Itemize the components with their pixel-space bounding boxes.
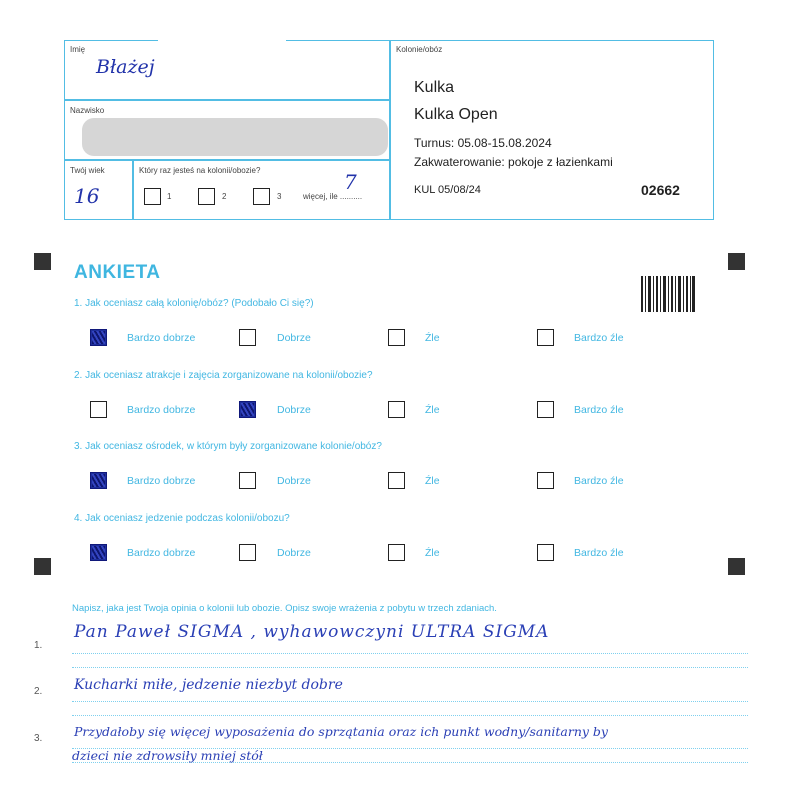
- q3-checkbox-3[interactable]: [388, 472, 405, 489]
- camp-name: Kulka: [414, 79, 455, 96]
- form-number: 02662: [641, 182, 680, 198]
- question-3-text: 3. Jak oceniasz ośrodek, w którym były zorganizowane kolonie/obóz?: [74, 441, 382, 452]
- registration-marker: [34, 558, 51, 575]
- q4-checkbox-3[interactable]: [388, 544, 405, 561]
- checkbox-raz-1[interactable]: [144, 188, 161, 205]
- survey-title: ANKIETA: [74, 262, 161, 283]
- kolonie-label: Kolonie/obóz: [396, 45, 443, 54]
- q3-option-label: Dobrze: [277, 475, 311, 487]
- registration-marker: [34, 253, 51, 270]
- q4-option-label: Dobrze: [277, 547, 311, 559]
- imie-value[interactable]: Błażej: [96, 56, 155, 78]
- q4-checkbox-1[interactable]: [90, 544, 107, 561]
- opinion-prompt: Napisz, jaka jest Twoja opinia o kolonii lub obozie. Opisz swoje wrażenia z pobytu w trzech zdaniach.: [72, 603, 497, 614]
- answer-line: [72, 653, 748, 654]
- q2-option-label: Bardzo dobrze: [127, 404, 196, 416]
- answer-line-3[interactable]: Przydałoby się więcej wyposażenia do sprzątania oraz ich punkt wodny/sanitarny by: [74, 724, 608, 739]
- answer-line-4[interactable]: dzieci nie zdrowsiły mniej stół: [72, 748, 263, 763]
- q4-checkbox-4[interactable]: [537, 544, 554, 561]
- raz-1-label: 1: [167, 192, 172, 201]
- q1-option-label: Źle: [425, 332, 440, 344]
- question-1-text: 1. Jak oceniasz całą kolonię/obóz? (Podobało Ci się?): [74, 298, 314, 309]
- camp-subname: Kulka Open: [414, 106, 498, 123]
- answer-line: [72, 701, 748, 702]
- redacted-surname: [82, 118, 388, 156]
- wiek-value[interactable]: 16: [74, 184, 100, 208]
- q2-checkbox-1[interactable]: [90, 401, 107, 418]
- q1-option-label: Bardzo źle: [574, 332, 624, 344]
- answer-line: [72, 667, 748, 668]
- wiek-label: Twój wiek: [70, 166, 105, 175]
- line-number-1: 1.: [34, 640, 43, 651]
- barcode-icon: [641, 276, 695, 312]
- q2-checkbox-2[interactable]: [239, 401, 256, 418]
- line-nazwisko: [64, 159, 390, 161]
- wiecej-value[interactable]: 7: [344, 170, 357, 194]
- registration-marker: [728, 558, 745, 575]
- q3-checkbox-1[interactable]: [90, 472, 107, 489]
- answer-line-1[interactable]: Pan Paweł SIGMA , wyhawowczyni ULTRA SIGMA: [74, 622, 550, 642]
- q2-option-label: Dobrze: [277, 404, 311, 416]
- top-border-gap: [158, 37, 286, 43]
- answer-line-2[interactable]: Kucharki miłe, jedzenie niezbyt dobre: [74, 677, 343, 693]
- wiecej-label: więcej, ile ..........: [303, 192, 363, 201]
- header-divider: [389, 40, 391, 220]
- q1-checkbox-1[interactable]: [90, 329, 107, 346]
- q3-option-label: Źle: [425, 475, 440, 487]
- question-2-text: 2. Jak oceniasz atrakcje i zajęcia zorganizowane na kolonii/obozie?: [74, 370, 373, 381]
- q1-option-label: Dobrze: [277, 332, 311, 344]
- zakwaterowanie: Zakwaterowanie: pokoje z łazienkami: [414, 155, 613, 169]
- turnus: Turnus: 05.08-15.08.2024: [414, 136, 552, 150]
- q3-option-label: Bardzo dobrze: [127, 475, 196, 487]
- line-number-3: 3.: [34, 733, 43, 744]
- q1-checkbox-3[interactable]: [388, 329, 405, 346]
- q4-option-label: Źle: [425, 547, 440, 559]
- q1-checkbox-4[interactable]: [537, 329, 554, 346]
- line-number-2: 2.: [34, 686, 43, 697]
- q1-option-label: Bardzo dobrze: [127, 332, 196, 344]
- answer-line: [72, 715, 748, 716]
- ktory-raz-label: Który raz jesteś na kolonii/obozie?: [139, 166, 261, 175]
- line-wiek: [132, 159, 134, 220]
- q4-option-label: Bardzo źle: [574, 547, 624, 559]
- q2-option-label: Bardzo źle: [574, 404, 624, 416]
- q1-checkbox-2[interactable]: [239, 329, 256, 346]
- raz-2-label: 2: [222, 192, 227, 201]
- checkbox-raz-2[interactable]: [198, 188, 215, 205]
- imie-label: Imię: [70, 45, 86, 54]
- q4-option-label: Bardzo dobrze: [127, 547, 196, 559]
- raz-3-label: 3: [277, 192, 282, 201]
- q4-checkbox-2[interactable]: [239, 544, 256, 561]
- camp-code: KUL 05/08/24: [414, 184, 481, 196]
- q2-checkbox-3[interactable]: [388, 401, 405, 418]
- nazwisko-label: Nazwisko: [70, 106, 105, 115]
- question-4-text: 4. Jak oceniasz jedzenie podczas kolonii/obozu?: [74, 513, 290, 524]
- q2-option-label: Źle: [425, 404, 440, 416]
- line-imie: [64, 99, 390, 101]
- checkbox-raz-3[interactable]: [253, 188, 270, 205]
- registration-marker: [728, 253, 745, 270]
- q3-checkbox-2[interactable]: [239, 472, 256, 489]
- q2-checkbox-4[interactable]: [537, 401, 554, 418]
- q3-checkbox-4[interactable]: [537, 472, 554, 489]
- q3-option-label: Bardzo źle: [574, 475, 624, 487]
